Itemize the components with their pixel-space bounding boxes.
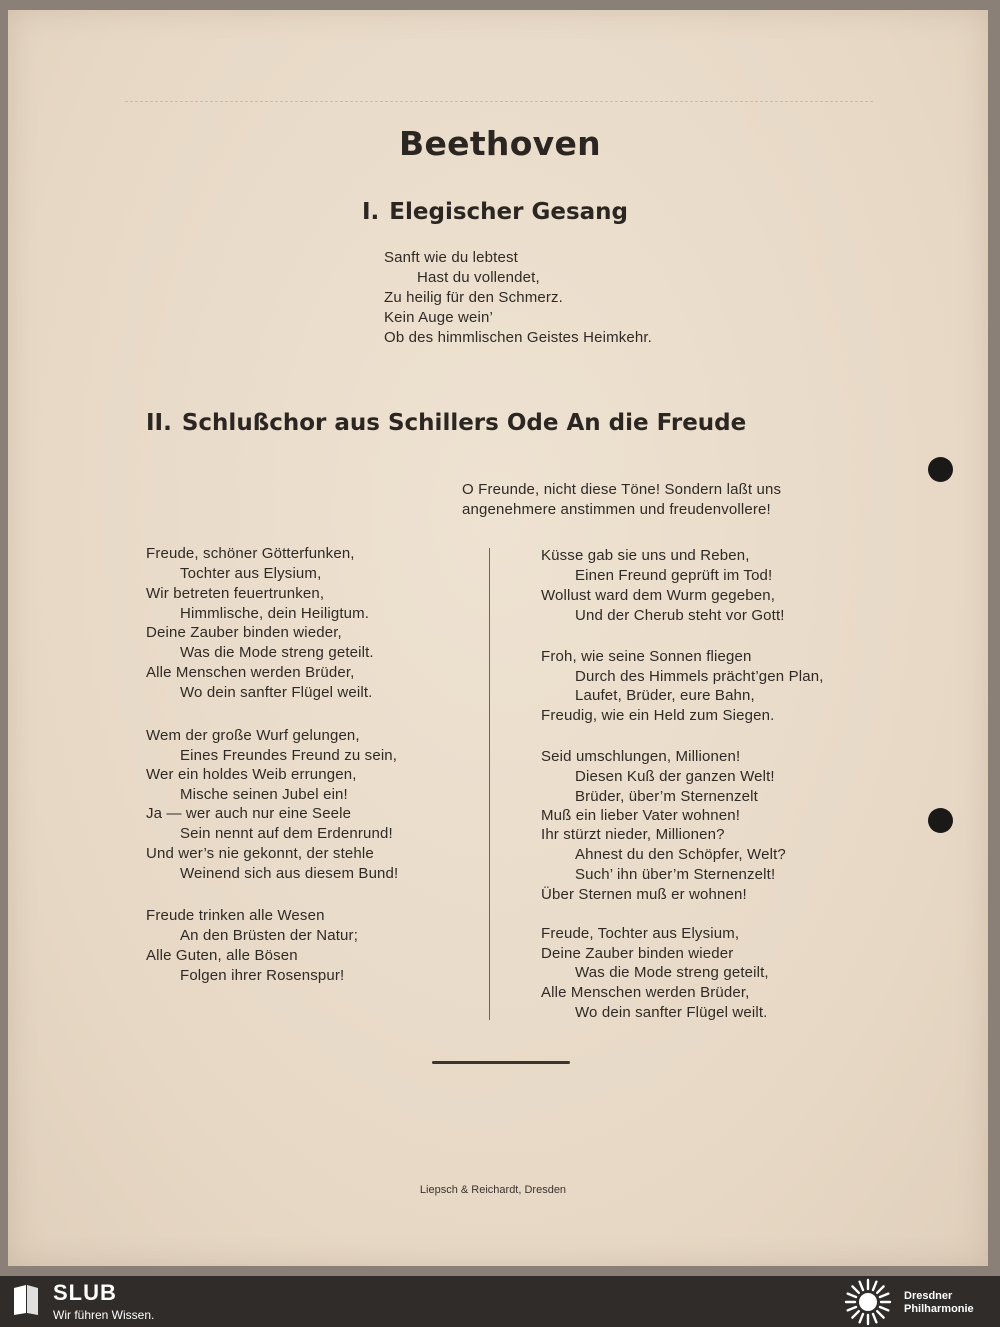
part1-numeral: I. bbox=[362, 199, 380, 225]
right-verse-line: Über Sternen muß er wohnen! bbox=[541, 886, 747, 903]
right-verse-line: Und der Cherub steht vor Gott! bbox=[575, 607, 785, 624]
left-verse-line: Wem der große Wurf gelungen, bbox=[146, 727, 360, 744]
part1-line: Kein Auge wein’ bbox=[384, 309, 493, 326]
right-verse-line: Küsse gab sie uns und Reben, bbox=[541, 547, 750, 564]
right-verse-line: Durch des Himmels prächt’gen Plan, bbox=[575, 668, 824, 685]
punch-hole bbox=[928, 457, 953, 482]
faint-rule bbox=[125, 101, 873, 103]
right-verse-line: Diesen Kuß der ganzen Welt! bbox=[575, 768, 775, 785]
part1-heading bbox=[362, 199, 628, 225]
right-verse-line: Such’ ihn über’m Sternenzelt! bbox=[575, 866, 776, 883]
closing-rule bbox=[432, 1061, 570, 1064]
page-title: Beethoven bbox=[399, 124, 601, 163]
left-verse-line: Freude trinken alle Wesen bbox=[146, 907, 325, 924]
left-verse-line: Eines Freundes Freund zu sein, bbox=[180, 747, 398, 764]
footer-bar bbox=[0, 1276, 1000, 1324]
left-verse-line: Was die Mode streng geteilt. bbox=[180, 644, 374, 661]
right-verse-line: Wollust ward dem Wurm gegeben, bbox=[541, 587, 776, 604]
right-verse-line: Was die Mode streng geteilt, bbox=[575, 964, 769, 981]
part1-line: Ob des himmlischen Geistes Heimkehr. bbox=[384, 329, 652, 346]
right-verse-line: Froh, wie seine Sonnen fliegen bbox=[541, 648, 752, 665]
left-verse-line: Wo dein sanfter Flügel weilt. bbox=[180, 684, 373, 701]
left-verse-line: Himmlische, dein Heiligtum. bbox=[180, 605, 370, 622]
left-verse-line: Deine Zauber binden wieder, bbox=[146, 624, 342, 641]
right-verse-line: Deine Zauber binden wieder bbox=[541, 945, 734, 962]
left-verse-line: Und wer’s nie gekonnt, der stehle bbox=[146, 845, 374, 862]
left-verse-line: Tochter aus Elysium, bbox=[180, 565, 322, 582]
dp-name-line2: Philharmonie bbox=[904, 1303, 974, 1315]
part1-line: Sanft wie du lebtest bbox=[384, 249, 518, 266]
part2-heading-text: Schlußchor aus Schillers Ode An die Freude bbox=[181, 410, 747, 436]
part2-intro-line: O Freunde, nicht diese Töne! Sondern laßt uns bbox=[462, 481, 782, 498]
slub-book-icon bbox=[12, 1284, 40, 1316]
left-verse-line: Mische seinen Jubel ein! bbox=[180, 786, 348, 803]
right-verse-line: Freudig, wie ein Held zum Siegen. bbox=[541, 707, 775, 724]
part1-line: Zu heilig für den Schmerz. bbox=[384, 289, 563, 306]
column-divider bbox=[489, 548, 490, 1020]
left-verse-line: Folgen ihrer Rosenspur! bbox=[180, 967, 345, 984]
dp-name-line1: Dresdner bbox=[904, 1290, 953, 1302]
left-verse-line: An den Brüsten der Natur; bbox=[180, 927, 359, 944]
right-verse-line: Freude, Tochter aus Elysium, bbox=[541, 925, 740, 942]
right-verse-line: Ahnest du den Schöpfer, Welt? bbox=[575, 846, 786, 863]
punch-hole bbox=[928, 808, 953, 833]
left-verse-line: Sein nennt auf dem Erdenrund! bbox=[180, 825, 393, 842]
part1-heading-text: Elegischer Gesang bbox=[389, 199, 629, 225]
right-verse-line: Brüder, über’m Sternenzelt bbox=[575, 788, 758, 805]
left-verse-line: Alle Guten, alle Bösen bbox=[146, 947, 298, 964]
part2-heading bbox=[146, 410, 746, 436]
right-verse-line: Einen Freund geprüft im Tod! bbox=[575, 567, 773, 584]
right-verse-line: Wo dein sanfter Flügel weilt. bbox=[575, 1004, 768, 1021]
left-verse-line: Freude, schöner Götterfunken, bbox=[146, 545, 355, 562]
slub-tagline: Wir führen Wissen. bbox=[53, 1308, 155, 1322]
part2-numeral: II. bbox=[146, 410, 172, 436]
right-verse-line: Alle Menschen werden Brüder, bbox=[541, 984, 750, 1001]
right-verse-line: Seid umschlungen, Millionen! bbox=[541, 748, 741, 765]
right-verse-line: Laufet, Brüder, eure Bahn, bbox=[575, 687, 755, 704]
part2-intro-line: angenehmere anstimmen und freudenvollere! bbox=[462, 501, 771, 518]
left-verse-line: Wer ein holdes Weib errungen, bbox=[146, 766, 357, 783]
part1-line: Hast du vollendet, bbox=[417, 269, 540, 286]
left-verse-line: Wir betreten feuertrunken, bbox=[146, 585, 325, 602]
sunburst-icon bbox=[843, 1277, 893, 1327]
dresdner-philharmonie-name[interactable] bbox=[904, 1290, 974, 1316]
left-verse-line: Ja — wer auch nur eine Seele bbox=[146, 805, 352, 822]
right-verse-line: Muß ein lieber Vater wohnen! bbox=[541, 807, 741, 824]
slub-name[interactable]: SLUB bbox=[53, 1280, 117, 1305]
left-verse-line: Alle Menschen werden Brüder, bbox=[146, 664, 355, 681]
right-verse-line: Ihr stürzt nieder, Millionen? bbox=[541, 826, 725, 843]
printer-imprint: Liepsch & Reichardt, Dresden bbox=[419, 1184, 567, 1196]
left-verse-line: Weinend sich aus diesem Bund! bbox=[180, 865, 399, 882]
